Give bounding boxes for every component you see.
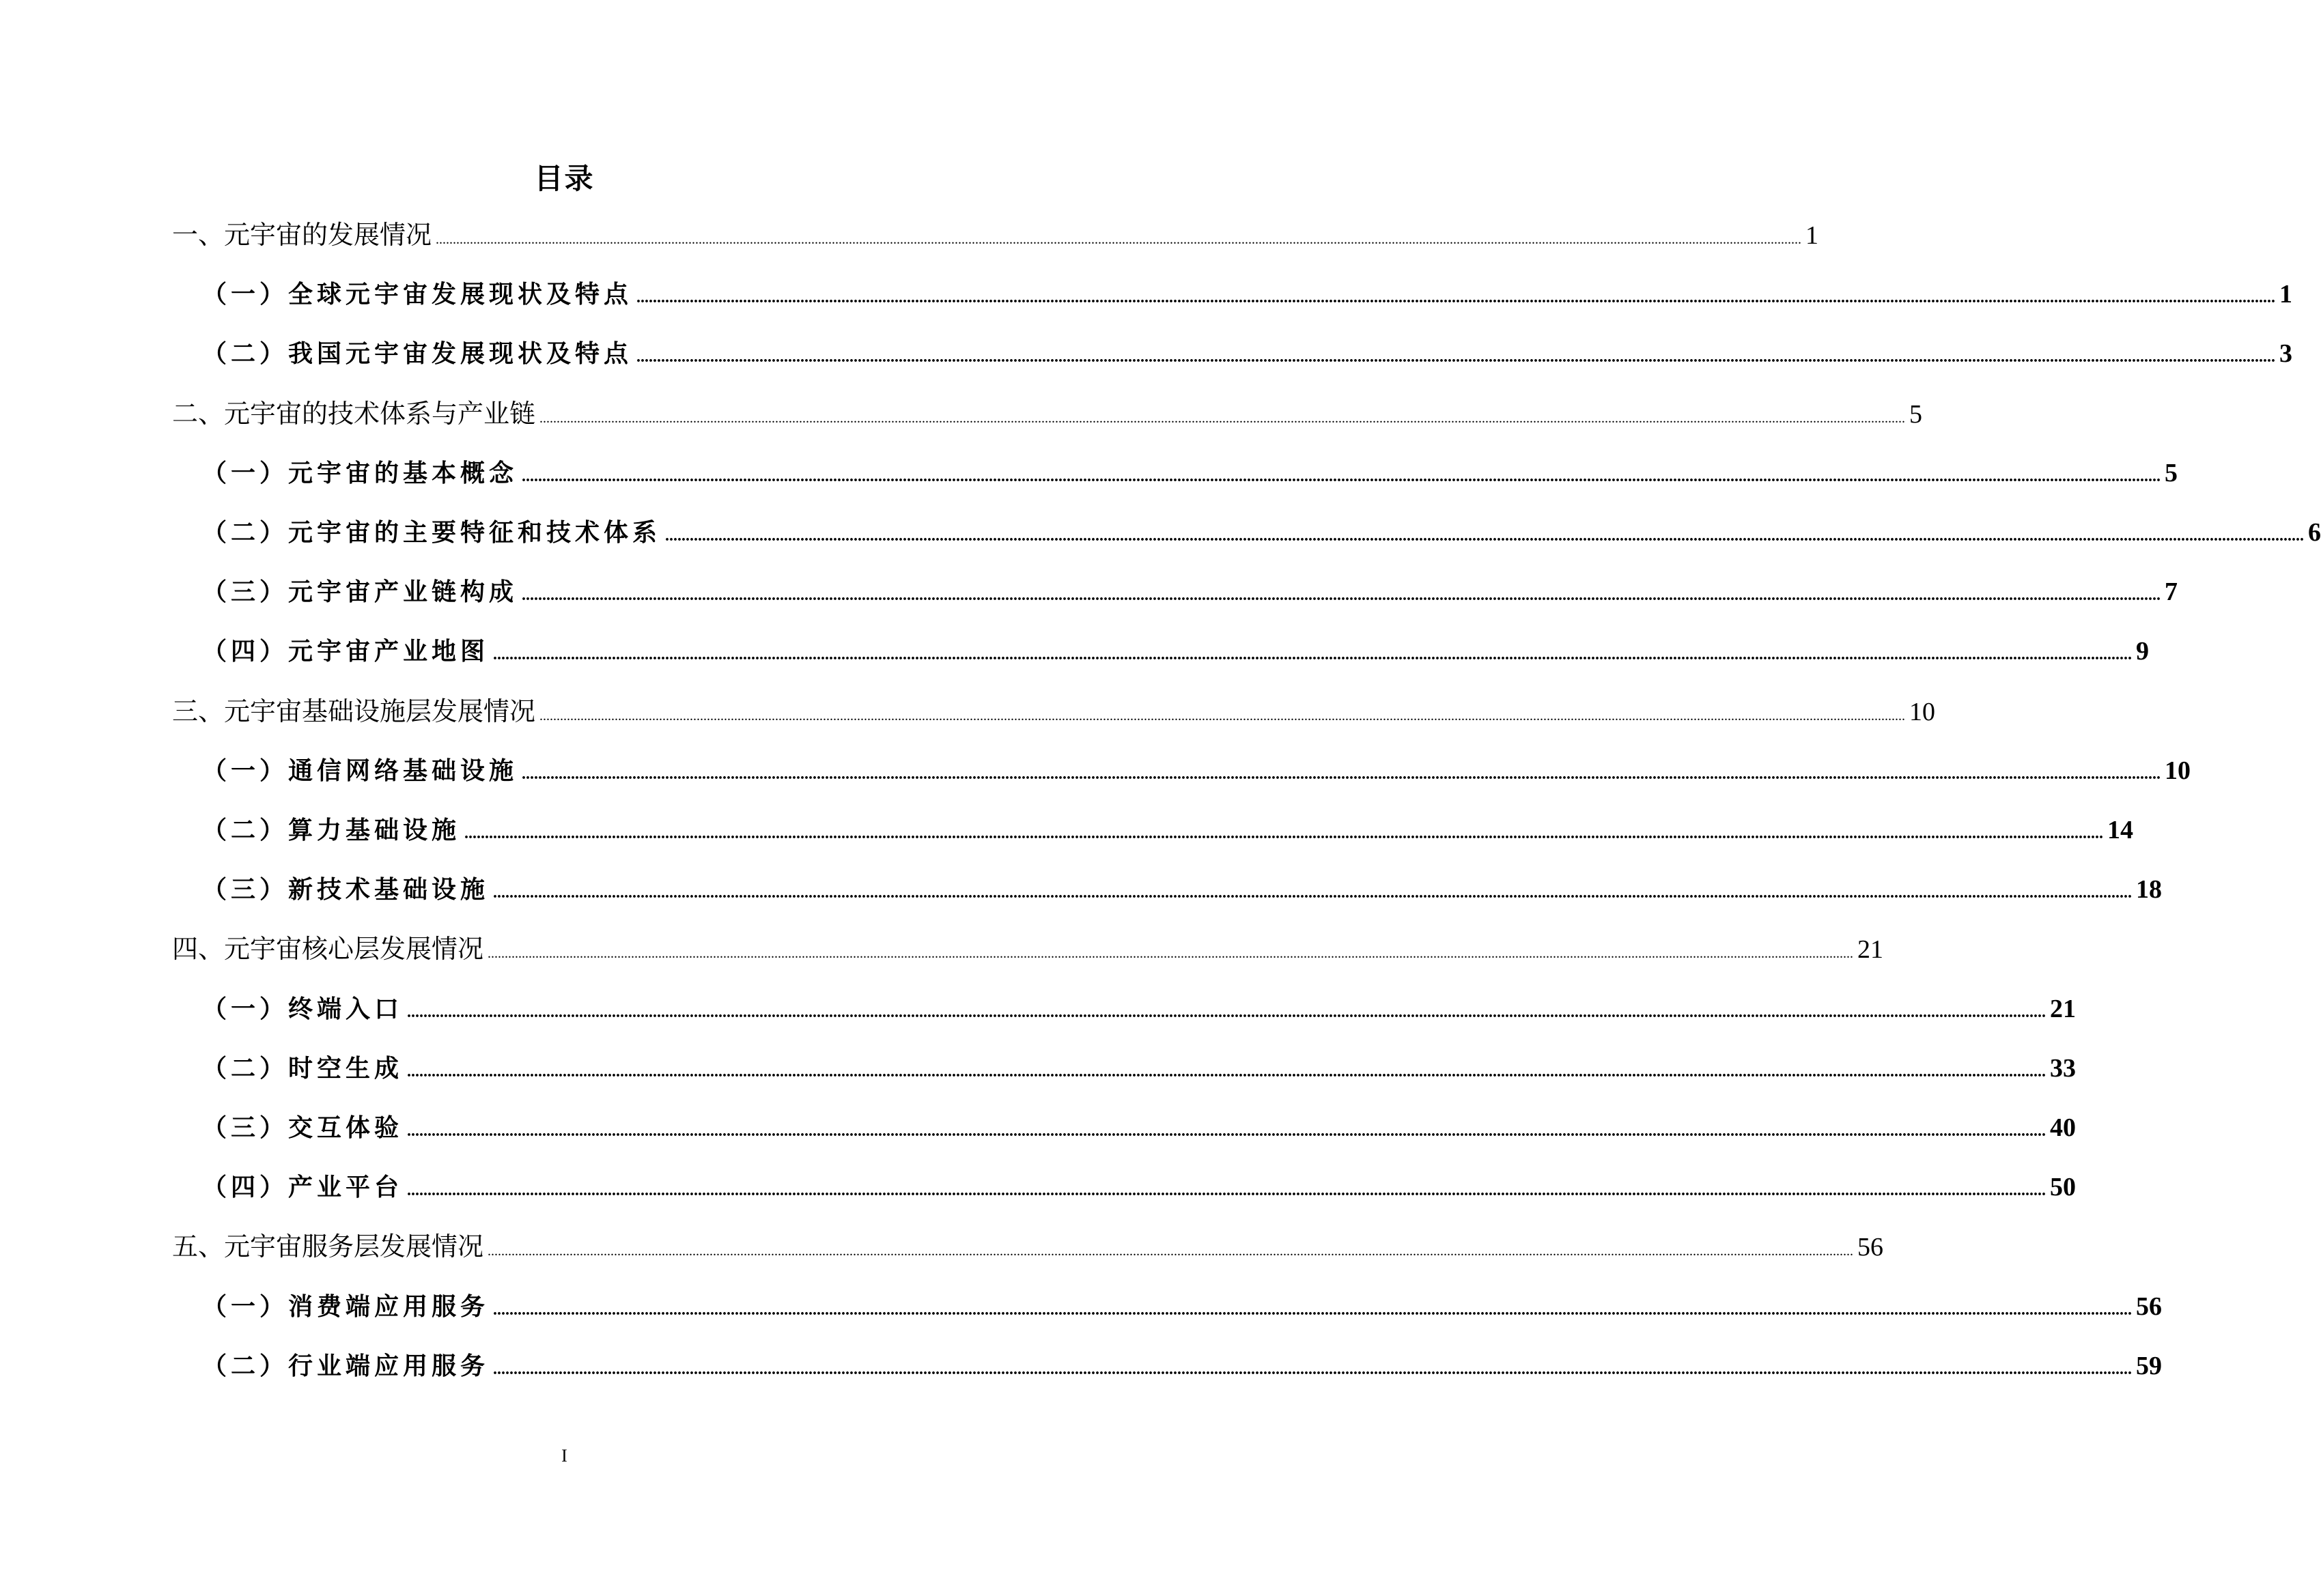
toc-section-entry[interactable] bbox=[202, 1345, 2163, 1386]
toc-entry-page-number: 6 bbox=[2308, 518, 2321, 547]
toc-dot-leader: ................................................................................................................................................................................................................................................................................................................................................................................................................ bbox=[488, 946, 1854, 962]
toc-section-entry[interactable] bbox=[202, 869, 2163, 910]
toc-entry-label: （二）时空生成 bbox=[202, 1054, 404, 1083]
toc-section-entry[interactable] bbox=[202, 750, 2191, 791]
toc-entry-page-number: 18 bbox=[2136, 875, 2163, 904]
toc-entry-label: （四）元宇宙产业地图 bbox=[202, 638, 490, 666]
toc-dot-leader: ................................................................................................................................................................................................................................................................................................................................................................................................................ bbox=[407, 1003, 2046, 1021]
toc-dot-leader: ................................................................................................................................................................................................................................................................................................................................................................................................................ bbox=[464, 825, 2104, 842]
toc-entry-label: （一）全球元宇宙发展现状及特点 bbox=[202, 281, 633, 309]
toc-dot-leader: ................................................................................................................................................................................................................................................................................................................................................................................................................ bbox=[522, 765, 2161, 783]
toc-entry-page-number: 14 bbox=[2107, 816, 2134, 844]
toc-dot-leader: ................................................................................................................................................................................................................................................................................................................................................................................................................ bbox=[493, 646, 2133, 664]
toc-entry-page-number: 9 bbox=[2136, 637, 2150, 666]
toc-entry-page-number: 40 bbox=[2050, 1113, 2077, 1142]
toc-entry-page-number: 10 bbox=[2165, 756, 2191, 785]
footer-page-number: I bbox=[561, 1446, 567, 1466]
toc-entry-page-number: 5 bbox=[2165, 458, 2178, 487]
toc-entry-label: （三）新技术基础设施 bbox=[202, 876, 490, 904]
toc-entry-label: 二、元宇宙的技术体系与产业链 bbox=[172, 398, 536, 429]
toc-section-entry[interactable] bbox=[202, 453, 2178, 494]
toc-entry-page-number: 56 bbox=[1857, 1233, 1884, 1262]
toc-dot-leader: ................................................................................................................................................................................................................................................................................................................................................................................................................ bbox=[488, 1244, 1854, 1259]
toc-section-entry[interactable] bbox=[202, 1167, 2077, 1208]
toc-section-entry[interactable] bbox=[202, 333, 2293, 374]
toc-dot-leader: ................................................................................................................................................................................................................................................................................................................................................................................................................ bbox=[539, 410, 1906, 426]
toc-section-entry[interactable] bbox=[202, 988, 2077, 1029]
toc-chapter-entry[interactable] bbox=[172, 1226, 1884, 1267]
toc-dot-leader: ................................................................................................................................................................................................................................................................................................................................................................................................................ bbox=[665, 527, 2305, 545]
toc-entry-label: 四、元宇宙核心层发展情况 bbox=[172, 934, 484, 965]
toc-section-entry[interactable] bbox=[202, 631, 2150, 672]
toc-section-entry[interactable] bbox=[202, 274, 2293, 315]
toc-dot-leader: ................................................................................................................................................................................................................................................................................................................................................................................................................ bbox=[522, 586, 2161, 605]
toc-dot-leader: ................................................................................................................................................................................................................................................................................................................................................................................................................ bbox=[636, 289, 2276, 307]
toc-entry-page-number: 21 bbox=[1857, 935, 1884, 965]
toc-chapter-entry[interactable] bbox=[172, 928, 1884, 969]
toc-dot-leader: ................................................................................................................................................................................................................................................................................................................................................................................................................ bbox=[407, 1182, 2046, 1200]
toc-chapter-entry[interactable] bbox=[172, 691, 1936, 732]
toc-section-entry[interactable] bbox=[202, 810, 2134, 851]
toc-dot-leader: ................................................................................................................................................................................................................................................................................................................................................................................................................ bbox=[407, 1122, 2046, 1140]
toc-entry-label: 五、元宇宙服务层发展情况 bbox=[172, 1231, 484, 1262]
toc-entry-label: （二）行业端应用服务 bbox=[202, 1352, 490, 1380]
toc-entry-label: （四）产业平台 bbox=[202, 1173, 404, 1202]
toc-entry-label: （二）我国元宇宙发展现状及特点 bbox=[202, 340, 633, 369]
toc-dot-leader: ................................................................................................................................................................................................................................................................................................................................................................................................................ bbox=[493, 1360, 2133, 1378]
toc-entry-label: 三、元宇宙基础设施层发展情况 bbox=[172, 696, 536, 726]
toc-chapter-entry[interactable] bbox=[172, 393, 1923, 434]
toc-entry-page-number: 33 bbox=[2050, 1053, 2077, 1083]
toc-title: 目录 bbox=[534, 162, 595, 195]
toc-entry-page-number: 59 bbox=[2136, 1351, 2163, 1380]
toc-entry-label: （一）消费端应用服务 bbox=[202, 1292, 490, 1321]
toc-entry-page-number: 1 bbox=[2279, 280, 2293, 309]
toc-dot-leader: ................................................................................................................................................................................................................................................................................................................................................................................................................ bbox=[407, 1062, 2046, 1081]
toc-dot-leader: ................................................................................................................................................................................................................................................................................................................................................................................................................ bbox=[493, 1300, 2133, 1319]
toc-entry-page-number: 56 bbox=[2136, 1292, 2163, 1321]
toc-entry-page-number: 7 bbox=[2165, 578, 2178, 607]
toc-entry-page-number: 1 bbox=[1805, 221, 1819, 250]
toc-entry-label: （一）通信网络基础设施 bbox=[202, 756, 518, 785]
toc-chapter-entry[interactable] bbox=[172, 214, 1819, 255]
toc-dot-leader: ................................................................................................................................................................................................................................................................................................................................................................................................................ bbox=[539, 708, 1906, 724]
toc-entry-label: （二）算力基础设施 bbox=[202, 816, 461, 844]
toc-entry-page-number: 5 bbox=[1909, 399, 1923, 429]
toc-section-entry[interactable] bbox=[202, 571, 2178, 612]
toc-dot-leader: ................................................................................................................................................................................................................................................................................................................................................................................................................ bbox=[636, 348, 2276, 367]
toc-dot-leader: ................................................................................................................................................................................................................................................................................................................................................................................................................ bbox=[493, 884, 2133, 902]
toc-entry-page-number: 3 bbox=[2279, 339, 2293, 369]
toc-entry-label: （三）元宇宙产业链构成 bbox=[202, 578, 518, 607]
toc-dot-leader: ................................................................................................................................................................................................................................................................................................................................................................................................................ bbox=[436, 232, 1802, 247]
toc-dot-leader: ................................................................................................................................................................................................................................................................................................................................................................................................................ bbox=[522, 467, 2161, 485]
toc-section-entry[interactable] bbox=[202, 512, 2321, 553]
toc-entry-page-number: 10 bbox=[1909, 697, 1936, 726]
toc-section-entry[interactable] bbox=[202, 1048, 2077, 1089]
toc-section-entry[interactable] bbox=[202, 1286, 2163, 1327]
toc-entry-label: （一）终端入口 bbox=[202, 995, 404, 1023]
toc-entry-label: （三）交互体验 bbox=[202, 1114, 404, 1142]
toc-entry-page-number: 21 bbox=[2050, 994, 2077, 1023]
toc-entry-label: 一、元宇宙的发展情况 bbox=[172, 220, 432, 250]
toc-entry-page-number: 50 bbox=[2050, 1173, 2077, 1202]
toc-entry-label: （一）元宇宙的基本概念 bbox=[202, 459, 518, 487]
toc-entry-label: （二）元宇宙的主要特征和技术体系 bbox=[202, 519, 662, 547]
toc-section-entry[interactable] bbox=[202, 1107, 2077, 1148]
